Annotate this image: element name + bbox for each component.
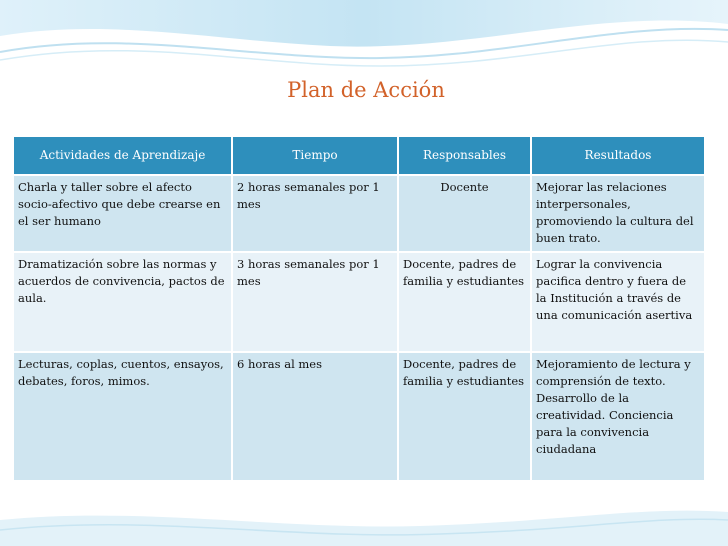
cell-resultados: Mejorar las relaciones interpersonales, promoviendo la cultura del buen trato. (531, 175, 704, 252)
cell-tiempo: 2 horas semanales por 1 mes (232, 175, 398, 252)
table-row (14, 252, 704, 352)
table-row (14, 352, 704, 480)
cell-tiempo: 6 horas al mes (232, 352, 398, 480)
cell-actividad: Lecturas, coplas, cuentos, ensayos, debates, foros, mimos. (14, 352, 232, 480)
cell-resultados: Mejoramiento de lectura y comprensión de texto. Desarrollo de la creatividad. Conciencia para la convivencia ciudadana (531, 352, 704, 480)
header-resultados: Resultados (531, 137, 704, 175)
table-row (14, 175, 704, 252)
page-title: Plan de Acción (287, 78, 445, 102)
header-actividades: Actividades de Aprendizaje (14, 137, 232, 175)
cell-responsables: Docente, padres de familia y estudiantes (398, 252, 531, 352)
header-tiempo: Tiempo (232, 137, 398, 175)
cell-tiempo: 3 horas semanales por 1 mes (232, 252, 398, 352)
cell-responsables: Docente, padres de familia y estudiantes (398, 352, 531, 480)
action-plan-table (14, 137, 704, 480)
cell-resultados: Lograr la convivencia pacifica dentro y fuera de la Institución a través de una comunicación asertiva (531, 252, 704, 352)
cell-actividad: Dramatización sobre las normas y acuerdos de convivencia, pactos de aula. (14, 252, 232, 352)
table-header-row (14, 137, 704, 175)
cell-actividad: Charla y taller sobre el afecto socio-afectivo que debe crearse en el ser humano (14, 175, 232, 252)
header-responsables: Responsables (398, 137, 531, 175)
cell-responsables: Docente (398, 175, 531, 252)
